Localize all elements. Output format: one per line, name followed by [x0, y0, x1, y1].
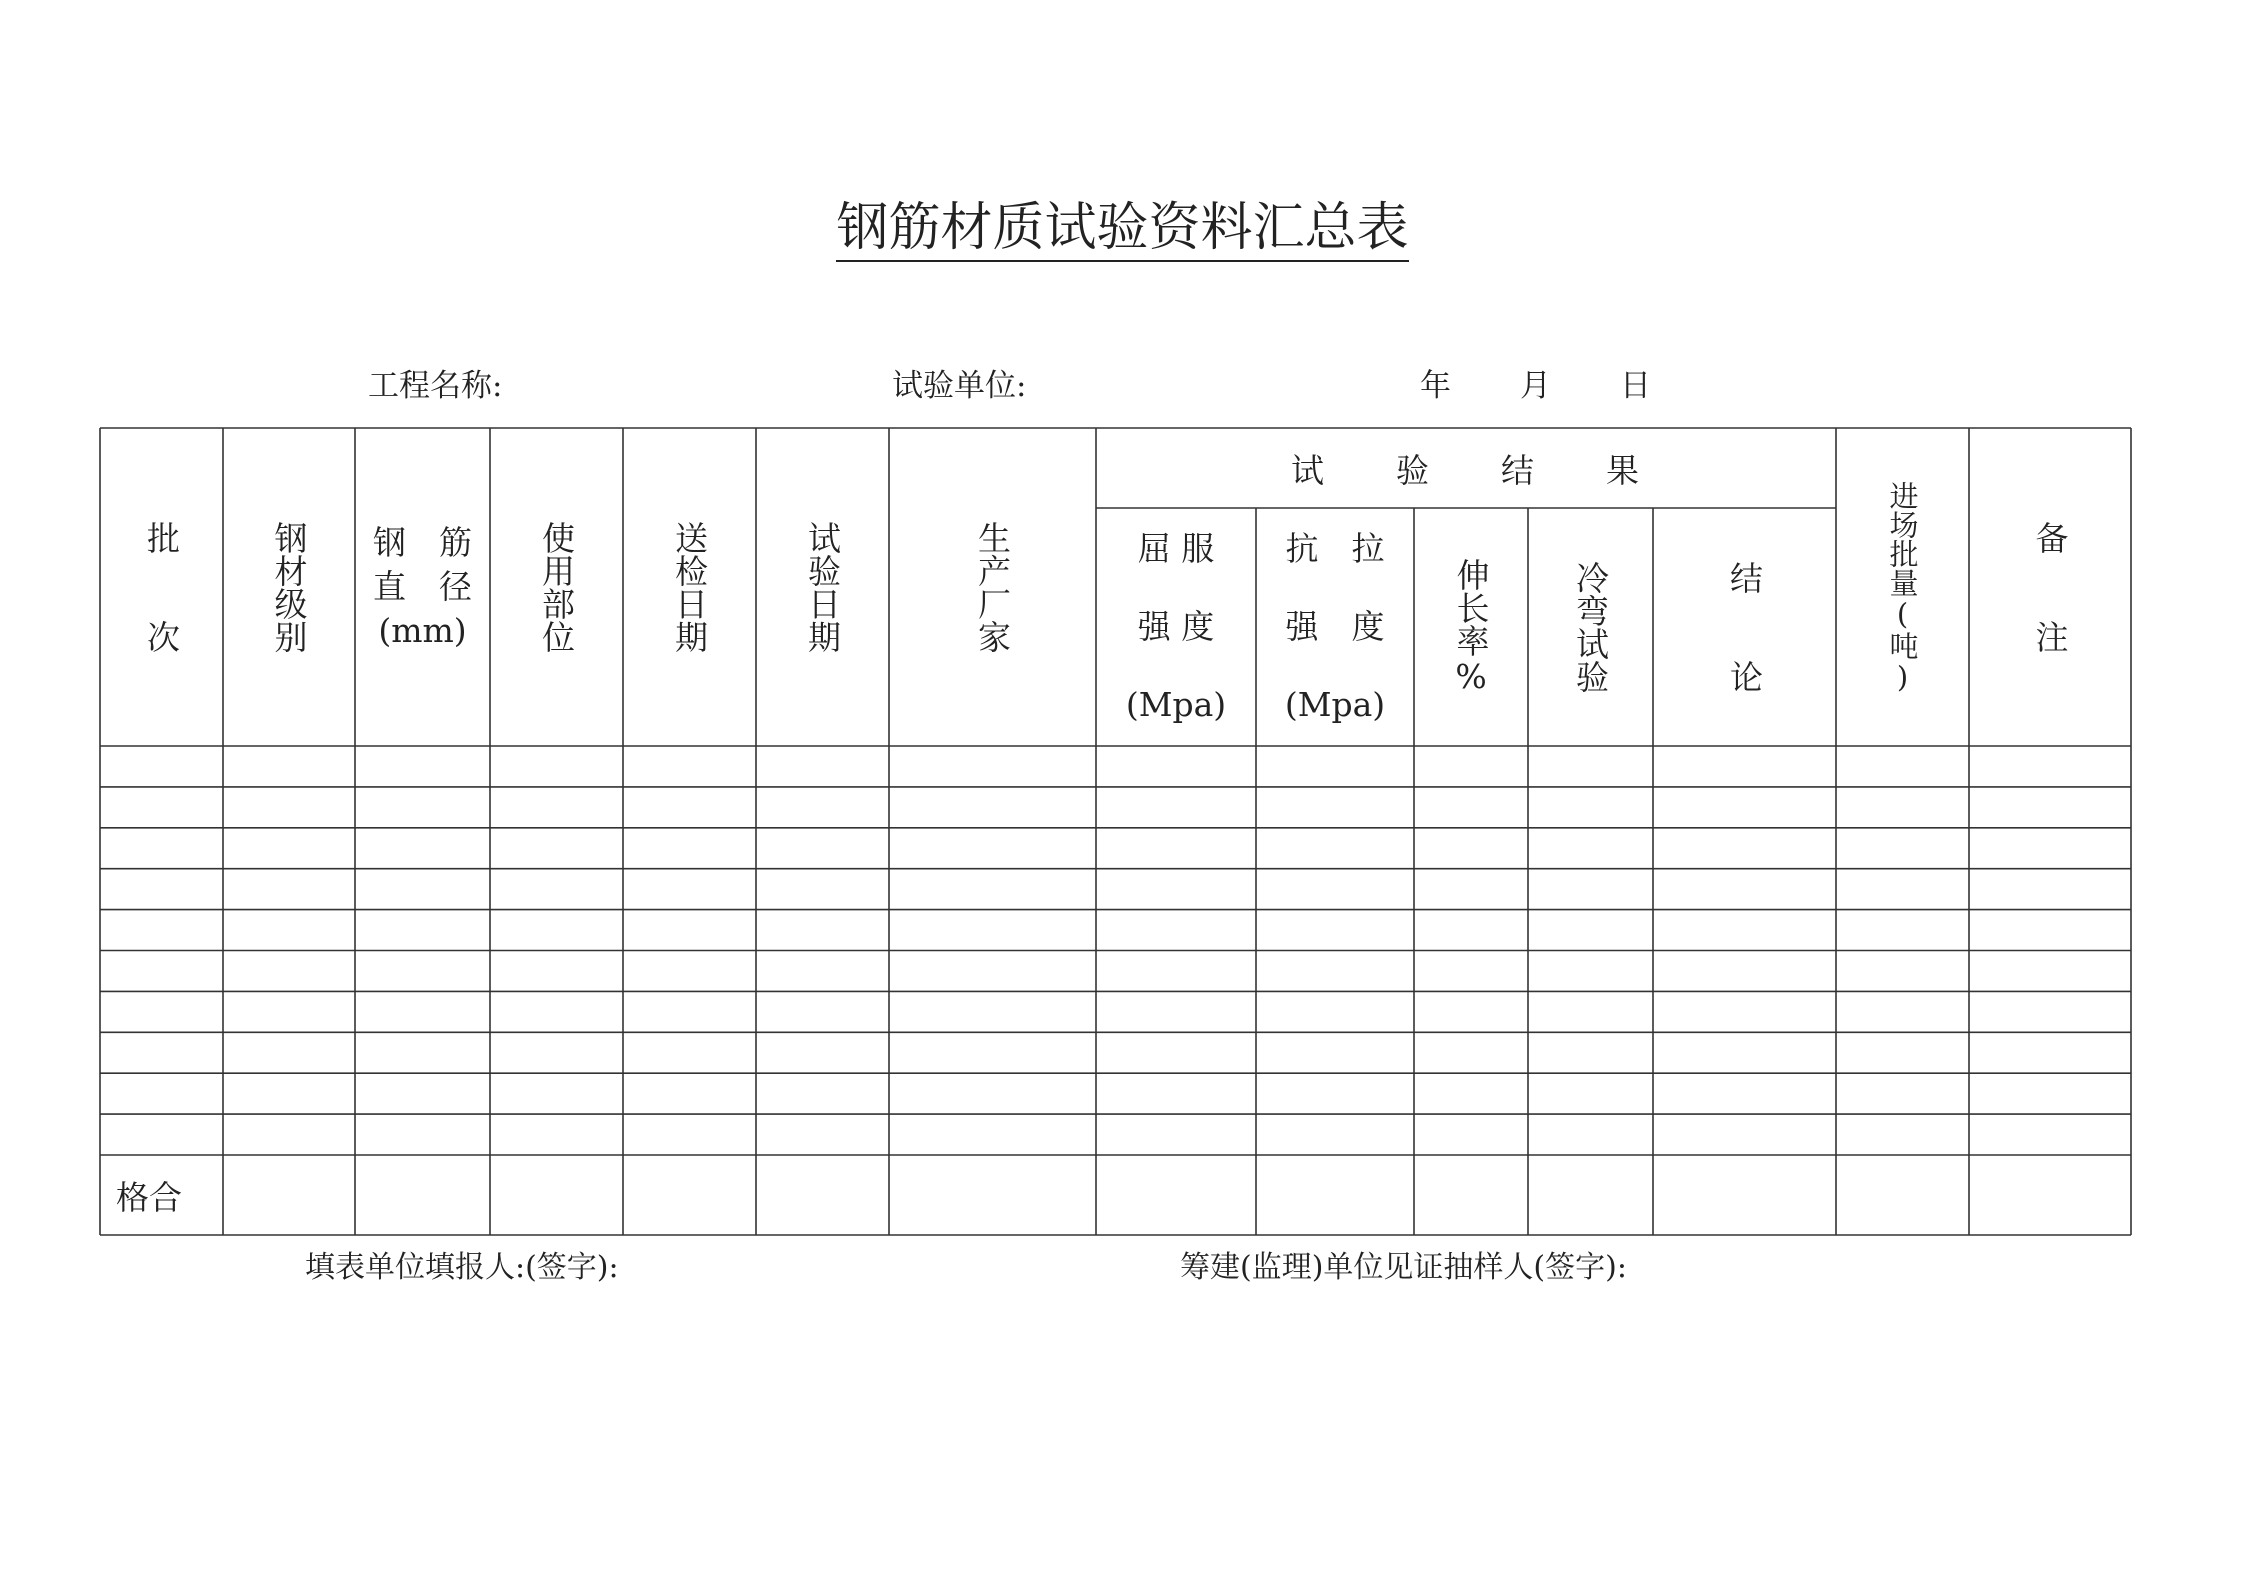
table-row — [100, 869, 2131, 910]
header-diameter — [355, 428, 490, 746]
header-conclusion: 结 论 — [1725, 561, 1764, 693]
table-row — [100, 828, 2131, 869]
header-batch: 批 次 — [142, 521, 181, 653]
month-label: 月 — [1520, 368, 1551, 404]
day-label: 日 — [1620, 368, 1651, 404]
project-name-label: 工程名称: — [368, 368, 503, 404]
table-row — [100, 1114, 2131, 1155]
table-row — [100, 910, 2131, 951]
table-row — [100, 746, 2131, 787]
header-test-results: 试 验 结 果 — [1291, 450, 1641, 490]
header-yield-strength — [1096, 508, 1256, 746]
header-yield-line2: 强 度 — [1137, 607, 1215, 646]
footer-supervisor-signature: 筹建(监理)单位见证抽样人(签字): — [1180, 1250, 1627, 1285]
summary-row-label: 格合 — [116, 1177, 182, 1217]
table-row — [100, 991, 2131, 1032]
header-tensile-strength — [1256, 508, 1414, 746]
title-text: 钢筋材质试验资料汇总表 — [836, 198, 1408, 262]
header-yield-line1: 屈 服 — [1137, 529, 1215, 568]
header-send-date: 送检日期 — [670, 521, 709, 653]
header-elongation: 伸长率% — [1451, 558, 1491, 696]
header-test-date: 试验日期 — [803, 521, 842, 653]
header-usage: 使用部位 — [537, 521, 576, 653]
table-row — [100, 1073, 2131, 1114]
table-row — [100, 787, 2131, 828]
header-batch-quantity: 进场批量(吨) — [1885, 480, 1920, 694]
header-diameter-line3: (mm) — [378, 611, 467, 650]
year-label: 年 — [1420, 368, 1451, 404]
header-manufacturer: 生产厂家 — [973, 521, 1012, 653]
test-unit-label: 试验单位: — [892, 368, 1027, 404]
header-yield-line3: (Mpa) — [1125, 685, 1227, 724]
header-remarks: 备 注 — [2030, 521, 2070, 653]
table-row — [100, 951, 2131, 992]
table-row — [100, 1032, 2131, 1073]
header-diameter-line2: 直 径 — [373, 567, 472, 606]
header-steel-grade: 钢材级别 — [269, 521, 309, 653]
header-diameter-line1: 钢 筋 — [373, 523, 472, 562]
header-cold-bend: 冷弯试验 — [1571, 561, 1610, 693]
footer-filler-signature: 填表单位填报人:(签字): — [305, 1250, 619, 1285]
header-tensile-line1: 抗 拉 — [1285, 529, 1385, 568]
header-tensile-line3: (Mpa) — [1284, 685, 1386, 724]
header-tensile-line2: 强 度 — [1285, 607, 1385, 646]
